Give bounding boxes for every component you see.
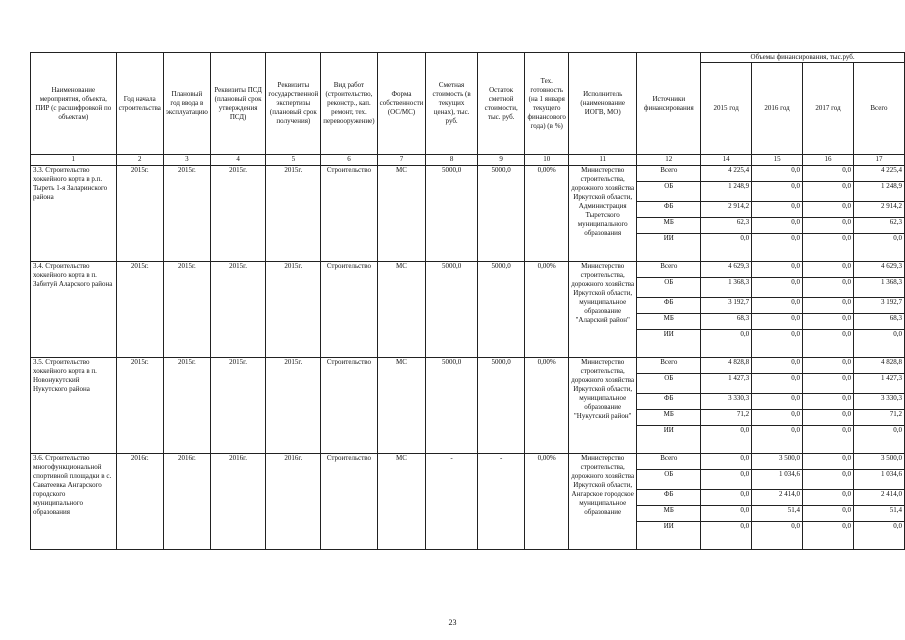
table-row [31,166,905,182]
header-executor: Исполнитель (наименование ИОГВ, МО) [568,53,637,155]
table-row [31,262,905,278]
amount-2015-cell: 4 629,3 [701,262,752,278]
amount-total-cell: 0,0 [853,234,904,262]
amount-2015-cell: 3 330,3 [701,394,752,410]
ownership-cell: МС [377,454,426,550]
remainder-cell: 5000,0 [477,262,525,358]
column-number: 14 [701,155,752,166]
amount-2016-cell: 0,0 [752,330,803,358]
amount-2016-cell: 51,4 [752,506,803,522]
amount-2015-cell: 62,3 [701,218,752,234]
amount-total-cell: 2 914,2 [853,202,904,218]
column-number-row [31,155,905,166]
estimate-cell: - [426,454,477,550]
amount-2016-cell: 3 500,0 [752,454,803,470]
column-number: 5 [266,155,321,166]
psd-cell: 2015г. [210,262,266,358]
object-name-cell: 3.6. Строительство многофункциональной спортивной площадки в с. Саватеевка Ангарского городского муниципального образования [31,454,117,550]
amount-2017-cell: 0,0 [803,426,854,454]
column-number: 15 [752,155,803,166]
column-number: 8 [426,155,477,166]
remainder-cell: 5000,0 [477,166,525,262]
amount-2016-cell: 0,0 [752,262,803,278]
amount-2015-cell: 0,0 [701,234,752,262]
amount-2015-cell: 0,0 [701,330,752,358]
amount-2016-cell: 2 414,0 [752,490,803,506]
year-start-cell: 2015г. [116,166,163,262]
column-number: 12 [637,155,701,166]
amount-2016-cell: 0,0 [752,426,803,454]
year-plan-cell: 2016г. [163,454,210,550]
amount-2016-cell: 0,0 [752,234,803,262]
amount-2017-cell: 0,0 [803,278,854,298]
amount-2016-cell: 0,0 [752,314,803,330]
amount-2017-cell: 0,0 [803,374,854,394]
amount-2015-cell: 3 192,7 [701,298,752,314]
header-name: Наименование мероприятия, объекта, ПИР (с расшифровкой по объектам) [31,53,117,155]
funding-source-cell: ФБ [637,490,701,506]
year-plan-cell: 2015г. [163,262,210,358]
amount-2017-cell: 0,0 [803,166,854,182]
header-2016: 2016 год [752,63,803,155]
amount-total-cell: 4 225,4 [853,166,904,182]
header-work-type: Вид работ (строительство, реконстр., кап. ремонт, тех. перевооружение) [321,53,377,155]
funding-source-cell: ФБ [637,394,701,410]
header-readiness: Тех. готовность (на 1 января текущего финансового года) (в %) [525,53,568,155]
funding-source-cell: Всего [637,166,701,182]
column-number: 2 [116,155,163,166]
column-number: 11 [568,155,637,166]
funding-source-cell: ИИ [637,426,701,454]
amount-total-cell: 2 414,0 [853,490,904,506]
column-number: 7 [377,155,426,166]
header-ownership: Форма собственности (ОС/МС) [377,53,426,155]
amount-total-cell: 4 629,3 [853,262,904,278]
executor-cell: Министерство строительства, дорожного хозяйства Иркутской области, муниципальное образование "Нукутский район" [568,358,637,454]
amount-total-cell: 1 034,6 [853,470,904,490]
ownership-cell: МС [377,262,426,358]
funding-source-cell: ОБ [637,470,701,490]
amount-2017-cell: 0,0 [803,470,854,490]
amount-2016-cell: 0,0 [752,410,803,426]
amount-2016-cell: 0,0 [752,298,803,314]
amount-2015-cell: 0,0 [701,490,752,506]
funding-source-cell: ОБ [637,278,701,298]
funding-source-cell: ИИ [637,522,701,550]
amount-2015-cell: 1 248,9 [701,182,752,202]
funding-source-cell: МБ [637,218,701,234]
amount-2017-cell: 0,0 [803,454,854,470]
amount-2017-cell: 0,0 [803,182,854,202]
year-plan-cell: 2015г. [163,166,210,262]
object-name-cell: 3.3. Строительство хоккейного корта в р.п. Тыреть 1-я Заларинского района [31,166,117,262]
header-total: Всего [853,63,904,155]
amount-total-cell: 68,3 [853,314,904,330]
amount-2015-cell: 0,0 [701,470,752,490]
expertise-cell: 2015г. [266,166,321,262]
financing-table [30,52,905,550]
ownership-cell: МС [377,166,426,262]
psd-cell: 2015г. [210,358,266,454]
amount-2015-cell: 71,2 [701,410,752,426]
work-type-cell: Строительство [321,454,377,550]
work-type-cell: Строительство [321,358,377,454]
amount-2016-cell: 0,0 [752,166,803,182]
funding-source-cell: МБ [637,506,701,522]
estimate-cell: 5000,0 [426,262,477,358]
funding-source-cell: Всего [637,358,701,374]
amount-total-cell: 1 368,3 [853,278,904,298]
amount-2017-cell: 0,0 [803,358,854,374]
amount-total-cell: 3 192,7 [853,298,904,314]
amount-2016-cell: 0,0 [752,358,803,374]
funding-source-cell: Всего [637,454,701,470]
amount-total-cell: 62,3 [853,218,904,234]
amount-total-cell: 3 500,0 [853,454,904,470]
amount-2017-cell: 0,0 [803,522,854,550]
amount-2016-cell: 0,0 [752,202,803,218]
work-type-cell: Строительство [321,166,377,262]
ownership-cell: МС [377,358,426,454]
amount-2015-cell: 68,3 [701,314,752,330]
amount-total-cell: 4 828,8 [853,358,904,374]
work-type-cell: Строительство [321,262,377,358]
expertise-cell: 2015г. [266,358,321,454]
psd-cell: 2016г. [210,454,266,550]
year-start-cell: 2015г. [116,358,163,454]
amount-total-cell: 0,0 [853,330,904,358]
executor-cell: Министерство строительства, дорожного хозяйства Иркутской области, Ангарское городское муниципальное образование [568,454,637,550]
amount-2017-cell: 0,0 [803,506,854,522]
header-expertise: Реквизиты государственной экспертизы (плановый срок получения) [266,53,321,155]
amount-2015-cell: 1 368,3 [701,278,752,298]
amount-total-cell: 0,0 [853,426,904,454]
amount-2017-cell: 0,0 [803,330,854,358]
remainder-cell: 5000,0 [477,358,525,454]
amount-2017-cell: 0,0 [803,218,854,234]
funding-source-cell: ФБ [637,202,701,218]
amount-2016-cell: 0,0 [752,522,803,550]
table-row [31,454,905,470]
executor-cell: Министерство строительства, дорожного хозяйства Иркутской области, Администрация Тыретского муниципального образования [568,166,637,262]
readiness-cell: 0,00% [525,166,568,262]
object-name-cell: 3.5. Строительство хоккейного корта в п. Новонукутский Нукутского района [31,358,117,454]
amount-2017-cell: 0,0 [803,394,854,410]
amount-total-cell: 1 248,9 [853,182,904,202]
column-number: 6 [321,155,377,166]
amount-2017-cell: 0,0 [803,234,854,262]
amount-2015-cell: 0,0 [701,454,752,470]
column-number: 17 [853,155,904,166]
column-number: 9 [477,155,525,166]
amount-total-cell: 0,0 [853,522,904,550]
header-2015: 2015 год [701,63,752,155]
amount-2016-cell: 0,0 [752,218,803,234]
amount-2016-cell: 1 034,6 [752,470,803,490]
amount-2015-cell: 1 427,3 [701,374,752,394]
header-estimate: Сметная стоимость (в текущих ценах), тыс. руб. [426,53,477,155]
amount-2015-cell: 4 828,8 [701,358,752,374]
expertise-cell: 2016г. [266,454,321,550]
column-number: 10 [525,155,568,166]
header-sources: Источники финансирования [637,53,701,155]
remainder-cell: - [477,454,525,550]
amount-2016-cell: 0,0 [752,374,803,394]
expertise-cell: 2015г. [266,262,321,358]
executor-cell: Министерство строительства, дорожного хозяйства Иркутской области, муниципальное образование "Аларский район" [568,262,637,358]
amount-2015-cell: 0,0 [701,522,752,550]
psd-cell: 2015г. [210,166,266,262]
funding-source-cell: ОБ [637,182,701,202]
amount-2015-cell: 0,0 [701,426,752,454]
amount-2017-cell: 0,0 [803,262,854,278]
column-number: 16 [803,155,854,166]
amount-total-cell: 3 330,3 [853,394,904,410]
column-number: 3 [163,155,210,166]
estimate-cell: 5000,0 [426,166,477,262]
table-body [31,166,905,550]
column-number: 4 [210,155,266,166]
funding-source-cell: ИИ [637,330,701,358]
table-row [31,358,905,374]
readiness-cell: 0,00% [525,454,568,550]
header-volume: Объемы финансирования, тыс.руб. [701,53,905,63]
header-remainder: Остаток сметной стоимости, тыс. руб. [477,53,525,155]
readiness-cell: 0,00% [525,262,568,358]
header-year-plan: Плановый год ввода в эксплуатацию [163,53,210,155]
amount-2017-cell: 0,0 [803,410,854,426]
amount-2016-cell: 0,0 [752,278,803,298]
amount-2017-cell: 0,0 [803,314,854,330]
funding-source-cell: ФБ [637,298,701,314]
amount-2015-cell: 4 225,4 [701,166,752,182]
amount-2016-cell: 0,0 [752,394,803,410]
year-start-cell: 2015г. [116,262,163,358]
amount-total-cell: 71,2 [853,410,904,426]
amount-2015-cell: 0,0 [701,506,752,522]
funding-source-cell: МБ [637,410,701,426]
amount-2017-cell: 0,0 [803,202,854,218]
year-start-cell: 2016г. [116,454,163,550]
amount-2015-cell: 2 914,2 [701,202,752,218]
amount-2017-cell: 0,0 [803,298,854,314]
page-number: 23 [448,618,457,627]
column-number: 1 [31,155,117,166]
header-psd: Реквизиты ПСД (плановый срок утверждения ПСД) [210,53,266,155]
header-2017: 2017 год [803,63,854,155]
readiness-cell: 0,00% [525,358,568,454]
object-name-cell: 3.4. Строительство хоккейного корта в п. Забитуй Аларского района [31,262,117,358]
funding-source-cell: МБ [637,314,701,330]
estimate-cell: 5000,0 [426,358,477,454]
funding-source-cell: ОБ [637,374,701,394]
year-plan-cell: 2015г. [163,358,210,454]
header-year-start: Год начала строительства [116,53,163,155]
amount-2016-cell: 0,0 [752,182,803,202]
funding-source-cell: ИИ [637,234,701,262]
amount-total-cell: 51,4 [853,506,904,522]
funding-source-cell: Всего [637,262,701,278]
amount-2017-cell: 0,0 [803,490,854,506]
amount-total-cell: 1 427,3 [853,374,904,394]
